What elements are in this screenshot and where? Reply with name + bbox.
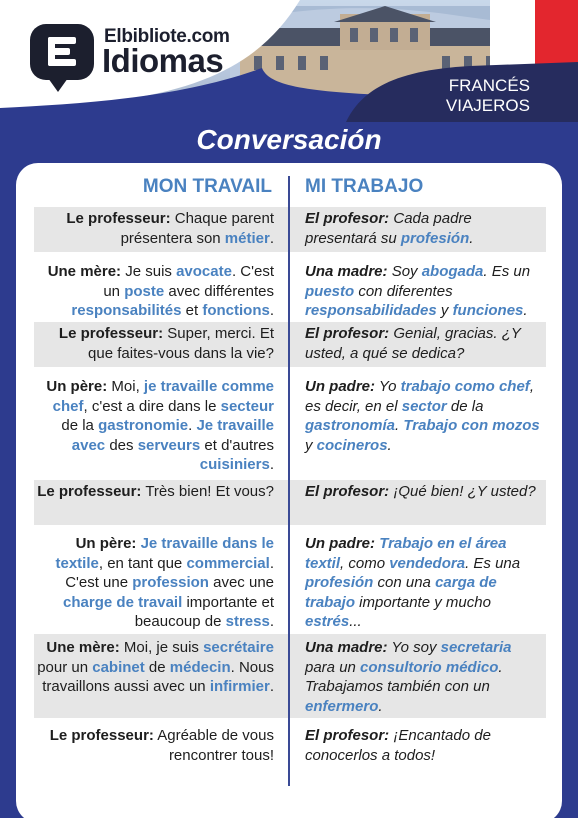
speaker-label: Un padre: bbox=[305, 378, 376, 395]
dialogue-text: . Trabajamos también con un bbox=[305, 658, 503, 695]
dialogue-text: avec différentes bbox=[164, 282, 274, 300]
dialogue-text: pour un bbox=[37, 658, 93, 676]
highlighted-term: carga de trabajo bbox=[305, 574, 497, 611]
highlighted-term: je travaille comme chef bbox=[52, 378, 274, 415]
highlighted-term: cabinet bbox=[92, 658, 145, 676]
french-line bbox=[34, 480, 274, 502]
dialogue-text: avec une bbox=[208, 574, 274, 591]
speaker-label: Le professeur: bbox=[49, 727, 154, 744]
speaker-label: Un padre: bbox=[305, 535, 376, 552]
highlighted-term: gastronomía bbox=[305, 417, 396, 434]
highlighted-term: funciones bbox=[452, 302, 524, 319]
highlighted-term: secretaria bbox=[440, 639, 512, 656]
speaker-label: Le professeur: bbox=[58, 325, 164, 342]
spanish-line bbox=[305, 634, 541, 716]
speaker-label: Une mère: bbox=[47, 263, 122, 280]
tag-language: FRANCÉS bbox=[448, 76, 530, 95]
column-header-french: MON TRAVAIL bbox=[142, 176, 272, 197]
spanish-line bbox=[305, 258, 541, 321]
page-title: Conversación bbox=[196, 124, 382, 155]
speaker-label: Un père: bbox=[75, 535, 137, 552]
dialogue-text: Chaque parent présentera son bbox=[120, 210, 274, 247]
spanish-line bbox=[305, 207, 541, 248]
dialogue-text: et d'autres bbox=[200, 436, 274, 454]
speaker-label: Le professeur: bbox=[37, 483, 142, 500]
highlighted-term: secrétaire bbox=[203, 639, 274, 656]
dialogue-text: , en tant que bbox=[98, 554, 187, 572]
conversation-row bbox=[34, 207, 546, 252]
highlighted-term: Trabajo con mozos bbox=[403, 417, 540, 434]
speaker-label: Una madre: bbox=[305, 263, 388, 280]
dialogue-text: Super, merci. Et que faites-vous dans la vie? bbox=[88, 325, 274, 362]
dialogue-text: des bbox=[105, 436, 138, 454]
speaker-label: El profesor: bbox=[305, 727, 390, 744]
highlighted-term: infirmier bbox=[209, 678, 270, 695]
column-divider bbox=[288, 176, 290, 786]
dialogue-text: ¡Qué bien! ¿Y usted? bbox=[389, 483, 536, 500]
dialogue-text: ¡Encantado de conocerlos a todos! bbox=[305, 727, 491, 764]
dialogue-text: , c'est a dire dans le bbox=[83, 397, 221, 415]
highlighted-term: profession bbox=[132, 574, 209, 591]
conversation-row bbox=[34, 530, 546, 628]
highlighted-term: avocate bbox=[176, 263, 232, 280]
dialogue-text: . bbox=[395, 417, 404, 434]
speaker-label: Una madre: bbox=[305, 639, 388, 656]
dialogue-text: . bbox=[523, 302, 528, 319]
dialogue-text: Moi, je suis bbox=[119, 639, 204, 656]
french-line bbox=[34, 634, 274, 697]
dialogue-text: Yo bbox=[375, 378, 401, 395]
highlighted-term: vendedora bbox=[389, 554, 466, 572]
highlighted-term: profesión bbox=[400, 229, 470, 247]
brand-site: Elbibliote.com bbox=[104, 26, 230, 47]
conversation-row bbox=[34, 634, 546, 718]
spanish-line bbox=[305, 373, 541, 455]
dialogue-text: . bbox=[269, 613, 274, 630]
highlighted-term: puesto bbox=[305, 282, 355, 300]
dialogue-text: Genial, gracias. ¿Y usted, a qué se dedica? bbox=[305, 325, 521, 362]
dialogue-text: Très bien! Et vous? bbox=[141, 483, 274, 500]
dialogue-text: y bbox=[305, 436, 317, 454]
highlighted-term: gastronomie bbox=[98, 417, 189, 434]
dialogue-text: . bbox=[269, 456, 274, 473]
dialogue-text: , es decir, en el bbox=[305, 378, 534, 415]
conversation-row bbox=[34, 724, 546, 769]
highlighted-term: estrés bbox=[305, 613, 350, 630]
highlighted-term: fonctions bbox=[202, 302, 270, 319]
tag-audience: VIAJEROS bbox=[445, 96, 530, 115]
dialogue-text: . bbox=[469, 229, 474, 247]
header-banner bbox=[0, 0, 578, 122]
highlighted-term: médecin bbox=[169, 658, 231, 676]
dialogue-text: Soy bbox=[387, 263, 422, 280]
spanish-line bbox=[305, 724, 541, 765]
french-line bbox=[34, 530, 274, 632]
conversation-row bbox=[34, 480, 546, 525]
french-line bbox=[34, 207, 274, 248]
speaker-label: El profesor: bbox=[305, 483, 390, 500]
dialogue-text: de la bbox=[446, 397, 484, 415]
dialogue-text: . Es una bbox=[465, 554, 521, 572]
highlighted-term: Je travaille dans le textile bbox=[55, 535, 274, 572]
dialogue-text: . Es un bbox=[483, 263, 531, 280]
highlighted-term: commercial bbox=[186, 554, 270, 572]
dialogue-text: con diferentes bbox=[354, 282, 453, 300]
highlighted-term: enfermero bbox=[305, 697, 379, 715]
dialogue-text: ... bbox=[349, 613, 362, 630]
dialogue-text: Moi, bbox=[107, 378, 144, 395]
highlighted-term: secteur bbox=[220, 397, 274, 415]
highlighted-term: responsabilités bbox=[71, 302, 182, 319]
highlighted-term: trabajo como chef bbox=[400, 378, 530, 395]
french-line bbox=[34, 724, 274, 765]
dialogue-text: Je suis bbox=[121, 263, 177, 280]
highlighted-term: consultorio médico bbox=[360, 658, 499, 676]
dialogue-text: y bbox=[436, 302, 453, 319]
dialogue-text: Agréable de vous rencontrer tous! bbox=[153, 727, 274, 764]
dialogue-text: . bbox=[269, 229, 274, 247]
highlighted-term: charge de travail bbox=[63, 593, 183, 611]
speaker-label: Une mère: bbox=[46, 639, 120, 656]
dialogue-text: importante y mucho bbox=[355, 593, 491, 611]
dialogue-text: Cada padre presentará su bbox=[305, 210, 472, 247]
dialogue-text: Yo soy bbox=[387, 639, 441, 656]
dialogue-text: et bbox=[181, 302, 203, 319]
french-line bbox=[34, 258, 274, 321]
highlighted-term: sector bbox=[401, 397, 447, 415]
speaker-label: El profesor: bbox=[305, 210, 390, 227]
column-header-spanish: MI TRABAJO bbox=[305, 176, 424, 197]
dialogue-text: importante et beaucoup de bbox=[134, 593, 274, 630]
dialogue-text: . C'est un bbox=[103, 263, 274, 300]
highlighted-term: Trabajo en el área textil bbox=[305, 535, 507, 572]
conversation-row bbox=[34, 258, 546, 319]
highlighted-term: responsabilidades bbox=[305, 302, 437, 319]
conversation-row bbox=[34, 373, 546, 473]
dialogue-text: . bbox=[188, 417, 197, 434]
speaker-label: Un père: bbox=[46, 378, 108, 395]
dialogue-text: . bbox=[387, 436, 392, 454]
spanish-line bbox=[305, 480, 541, 502]
speaker-label: El profesor: bbox=[305, 325, 390, 342]
dialogue-text: . Nous travaillons aussi avec un bbox=[42, 658, 274, 695]
highlighted-term: stress bbox=[225, 613, 270, 630]
dialogue-text: para un bbox=[305, 658, 361, 676]
highlighted-term: cuisiniers bbox=[199, 456, 270, 473]
dialogue-text: con una bbox=[373, 574, 436, 591]
french-line bbox=[34, 322, 274, 363]
dialogue-text: . bbox=[269, 678, 274, 695]
conversation-row bbox=[34, 322, 546, 367]
french-line bbox=[34, 373, 274, 475]
dialogue-text: . C'est une bbox=[65, 554, 274, 591]
speaker-label: Le professeur: bbox=[66, 210, 171, 227]
highlighted-term: métier bbox=[224, 229, 270, 247]
dialogue-text: . bbox=[378, 697, 383, 715]
brand-name: Idiomas bbox=[102, 42, 224, 79]
dialogue-text: de bbox=[144, 658, 170, 676]
highlighted-term: poste bbox=[124, 282, 165, 300]
dialogue-text: de la bbox=[61, 417, 99, 434]
logo-icon bbox=[30, 24, 94, 80]
highlighted-term: abogada bbox=[421, 263, 484, 280]
dialogue-text: , como bbox=[340, 554, 390, 572]
highlighted-term: Je travaille avec bbox=[71, 417, 274, 454]
dialogue-text: . bbox=[269, 302, 274, 319]
spanish-line bbox=[305, 322, 541, 363]
highlighted-term: cocineros bbox=[316, 436, 388, 454]
highlighted-term: serveurs bbox=[137, 436, 201, 454]
highlighted-term: profesión bbox=[305, 574, 374, 591]
spanish-line bbox=[305, 530, 541, 632]
